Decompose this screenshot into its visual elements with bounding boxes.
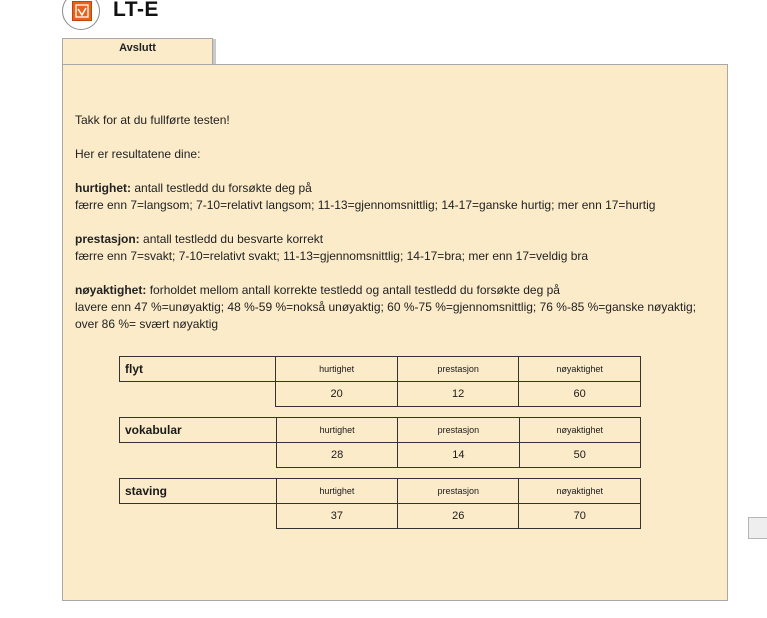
result-value: 26 xyxy=(398,504,519,529)
column-header: prestasjon xyxy=(397,357,519,382)
prestasjon-desc: antall testledd du besvarte korrekt xyxy=(143,232,324,246)
column-header: prestasjon xyxy=(398,418,519,443)
result-value: 70 xyxy=(519,504,641,529)
noyaktighet-label: nøyaktighet: xyxy=(75,283,147,297)
column-header: nøyaktighet xyxy=(519,418,640,443)
blank-cell xyxy=(120,443,277,468)
prestasjon-scale: færre enn 7=svakt; 7-10=relativt svakt; 11-13=gjennomsnittlig; 14-17=bra; mer enn 17=veldig bra xyxy=(75,249,589,263)
result-value: 20 xyxy=(276,382,397,407)
tab-avslutt[interactable]: Avslutt xyxy=(62,38,213,64)
result-category: flyt xyxy=(120,357,276,382)
column-header: prestasjon xyxy=(398,479,519,504)
result-table-flyt xyxy=(119,356,641,407)
result-category: staving xyxy=(120,479,277,504)
hurtighet-definition xyxy=(75,180,715,197)
app-logo xyxy=(62,0,100,30)
hurtighet-scale: færre enn 7=langsom; 7-10=relativt langsom; 11-13=gjennomsnittlig; 14-17=ganske hurtig; mer enn 17=hurtig xyxy=(75,198,656,212)
blank-cell xyxy=(120,382,276,407)
result-category: vokabular xyxy=(120,418,277,443)
column-header: hurtighet xyxy=(276,357,397,382)
logo-checkbox-icon xyxy=(72,1,92,21)
result-value: 60 xyxy=(519,382,641,407)
column-header: hurtighet xyxy=(277,418,398,443)
result-value: 50 xyxy=(519,443,640,468)
blank-cell xyxy=(120,504,277,529)
prestasjon-label: prestasjon: xyxy=(75,232,140,246)
result-value: 12 xyxy=(397,382,519,407)
results-panel xyxy=(62,64,728,601)
side-scroll-button[interactable] xyxy=(748,517,767,539)
thanks-text: Takk for at du fullførte testen! xyxy=(75,113,230,127)
result-table-staving xyxy=(119,478,641,529)
prestasjon-definition xyxy=(75,231,715,248)
app-title: LT-E xyxy=(113,0,159,21)
column-header: nøyaktighet xyxy=(519,479,641,504)
noyaktighet-desc: forholdet mellom antall korrekte testledd og antall testledd du forsøkte deg på xyxy=(149,283,560,297)
column-header: nøyaktighet xyxy=(519,357,641,382)
results-text xyxy=(75,112,715,333)
result-table-vokabular xyxy=(119,417,641,468)
result-value: 28 xyxy=(277,443,398,468)
hurtighet-desc: antall testledd du forsøkte deg på xyxy=(134,181,312,195)
hurtighet-label: hurtighet: xyxy=(75,181,131,195)
noyaktighet-definition xyxy=(75,282,715,299)
result-value: 37 xyxy=(276,504,397,529)
intro-text: Her er resultatene dine: xyxy=(75,147,201,161)
noyaktighet-scale-2: over 86 %= svært nøyaktig xyxy=(75,317,219,331)
result-value: 14 xyxy=(398,443,519,468)
column-header: hurtighet xyxy=(276,479,397,504)
noyaktighet-scale-1: lavere enn 47 %=unøyaktig; 48 %-59 %=nokså unøyaktig; 60 %-75 %=gjennomsnittlig; 76 %-85 %=ganske nøyaktig; xyxy=(75,300,697,314)
